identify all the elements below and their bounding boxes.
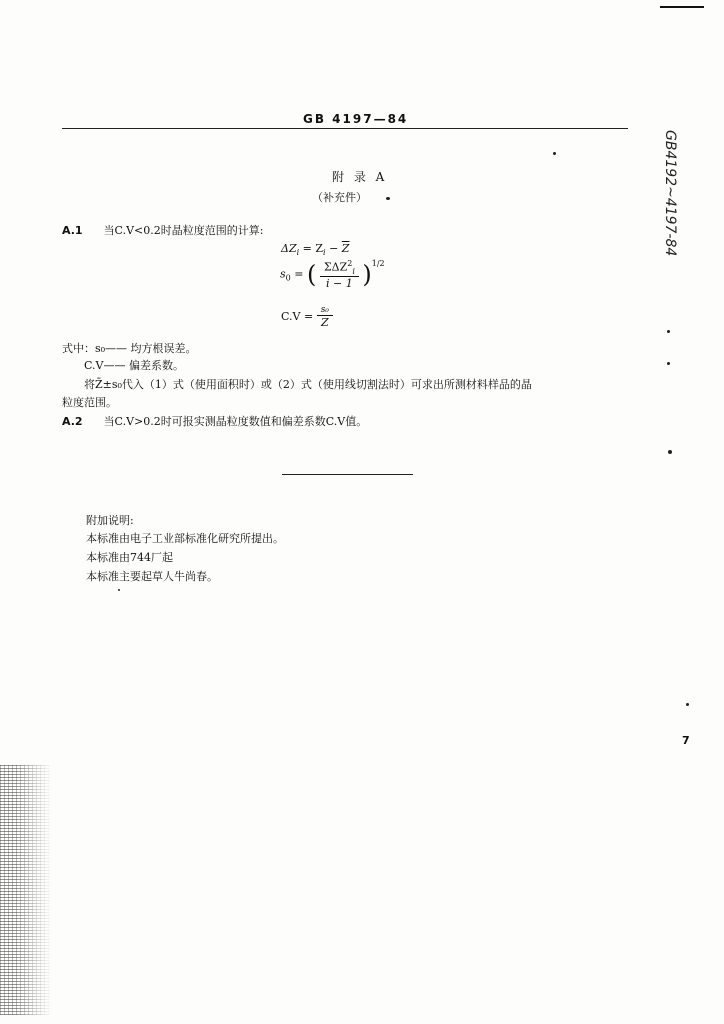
section-a1-label: A.1 <box>62 224 83 237</box>
scan-speck <box>668 450 672 454</box>
section-a2-text: 当C.V>0.2时可报实测晶粒度数值和偏差系数C.V值。 <box>103 415 368 428</box>
eq2-right-paren: ) <box>362 260 372 289</box>
paragraph-line-2: 粒度范围。 <box>62 396 117 409</box>
corner-rule <box>660 6 704 8</box>
notes-line-2: 本标准由744厂起 <box>86 551 173 564</box>
eq2-lhs: s <box>280 267 286 281</box>
scan-speck <box>386 197 390 200</box>
where-line-2: C.V—— 偏差系数。 <box>84 359 184 372</box>
standard-code-header: GB 4197—84 <box>303 112 409 126</box>
notes-line-3: 本标准主要起草人牛尚春。 <box>86 570 218 583</box>
equation-3 <box>281 305 333 329</box>
eq2-left-paren: ( <box>306 260 317 289</box>
appendix-subtitle: （补充件） <box>312 191 367 204</box>
page-mark: 7 <box>682 734 690 747</box>
eq1-rhs-a: = Z <box>302 242 324 255</box>
eq3-fraction <box>317 305 333 329</box>
eq3-lhs: C.V = <box>281 310 314 323</box>
scan-speck <box>686 703 689 706</box>
eq2-num-sub: i <box>352 266 355 276</box>
eq2-exponent: 1/2 <box>371 259 385 268</box>
scan-edge-artifact <box>0 765 52 1015</box>
header-rule <box>62 128 628 129</box>
scan-speck <box>118 589 120 591</box>
eq2-num-sup: 2 <box>347 259 353 268</box>
eq2-denominator: i − 1 <box>325 276 353 290</box>
appendix-title: 附 录 A <box>332 170 388 184</box>
eq2-numerator: ΣΔZ <box>323 260 348 274</box>
where-line-1: 式中：s₀—— 均方根误差。 <box>62 342 197 355</box>
eq2-fraction <box>320 259 359 290</box>
scan-speck <box>667 330 670 333</box>
eq1-lhs-sub: i <box>296 248 300 258</box>
notes-heading: 附加说明: <box>86 514 134 527</box>
section-a2 <box>62 413 367 429</box>
equation-2 <box>280 259 385 290</box>
section-divider <box>282 474 413 475</box>
notes-line-1: 本标准由电子工业部标准化研究所提出。 <box>86 532 284 545</box>
scan-speck <box>667 362 670 365</box>
eq3-denominator: Z <box>320 316 329 329</box>
eq1-zbar: $\overline{Z}$ <box>341 242 350 255</box>
section-a1-text: 当C.V<0.2时晶粒度范围的计算: <box>103 224 264 237</box>
section-a2-label: A.2 <box>62 415 83 428</box>
handwritten-margin-note: GB4192~4197-84 <box>662 130 678 257</box>
eq2-equals: = <box>294 267 304 281</box>
eq1-lhs: ΔZ <box>281 242 297 255</box>
eq1-minus: − <box>329 242 339 255</box>
section-a1 <box>62 222 263 238</box>
paragraph-line-1: 将Z̄±s₀代入（1）式（使用面积时）或（2）式（使用线切割法时）可求出所测材料样品的晶 <box>84 378 532 391</box>
equation-1 <box>281 242 349 257</box>
eq2-lhs-sub: 0 <box>285 273 291 283</box>
eq1-rhs-a-sub: i <box>323 248 326 258</box>
scan-speck <box>553 152 556 155</box>
eq3-numerator: s₀ <box>320 305 329 315</box>
